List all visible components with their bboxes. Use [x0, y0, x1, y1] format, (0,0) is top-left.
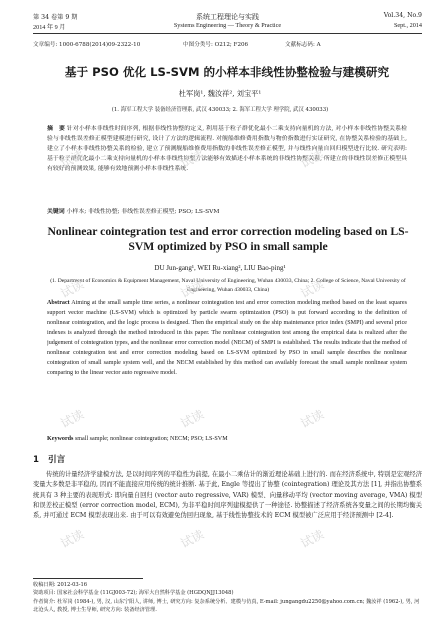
watermark: 试读 [298, 277, 327, 301]
footnotes [33, 581, 422, 619]
abstract-cn-text: 针对小样本非线性时间序列, 根据非线性协整的定义, 利用基于粒子群优化最小二乘支持向量机的方法, 对小样本非线性协整关系检验与非线性误差修正模型建模进行研究, 设计了方法的逻辑流程. 对舰船维修费用指数与物价指数进行实证研究, 在协整关系检验的基础上, 建立了小样本非线性协整关系的检验, 建立了预测舰船维修费用指数的非线性误差修正模型, 并与线性向量自回归模型进行比较. 研究表明: 基于粒子群优化最小二乘支持向量机的小样本非线性协整方法能够有效描述小样本系统的非线性协整关系, 所建立的非线性误差修正模型具有较好的预测效果, 能够有效地预测小样本非线性系统. [47, 126, 407, 172]
keywords-en-text: small sample; nonlinear cointegration; NECM; PSO; LS-SVM [74, 436, 228, 442]
clc-number: 中图分类号: O212; F206 [183, 42, 249, 48]
footnote-author-bio: 作者简介: 杜军岗 (1984-), 男, 汉, 山东宁阳人, 讲师, 博士, 研究方向: 复杂系统分析、建模与仿真, E-mail: jungangdu2250@yahoo.com.cn; 魏汝祥 (1962-), 男, 河北沧头人, 教授, 博士生导师, 研究方向: 装备经济管理. [33, 598, 420, 614]
header-rule [33, 33, 422, 34]
watermark: 试读 [298, 527, 327, 551]
keywords-cn-text: 小样本; 非线性协整; 非线性误差修正模型; PSO; LS-SVM [66, 209, 220, 215]
authors-en: DU Jun-gang¹, WEI Ru-xiang², LIU Bao-ping¹ [154, 264, 286, 272]
volume-en: Vol.34, No.9 [383, 12, 422, 19]
watermark: 试读 [58, 527, 87, 551]
keywords-en-label: Keywords [47, 436, 74, 442]
abstract-en-label: Abstract [47, 300, 70, 306]
watermark: 试读 [298, 407, 327, 431]
section-number: 1 [33, 455, 39, 465]
date-cn: 2014 年 9 月 [33, 24, 66, 31]
section-heading [33, 453, 65, 465]
keywords-en [47, 436, 407, 442]
running-header-bottom [33, 22, 422, 31]
keywords-cn-label: 关键词 [47, 209, 65, 215]
abstract-cn-label: 摘 要 [47, 126, 65, 132]
article-meta [33, 40, 422, 50]
watermark: 试读 [178, 407, 207, 431]
footnote-funding: 资助项目: 国家社会科学基金 (11GJ003-72); 海军大自然科学基金 (HGDQNJJ13048) [33, 590, 234, 597]
watermark: 试读 [58, 147, 87, 171]
affiliation-cn: (1. 海军工程大学 装备经济管理系, 武汉 430033; 2. 海军工程大学 理学院, 武汉 430033) [111, 107, 329, 113]
affiliation-en: (1. Department of Economics & Equipment Management, Naval University of Engineering, Wuhan 430033, China; 2. College of Science, Naval University of Engineering, Wuhan 430033, China) [50, 278, 406, 293]
journal-title-en: Systems Engineering — Theory & Practice [173, 22, 282, 29]
running-header-top [33, 12, 422, 21]
watermark: 试读 [178, 277, 207, 301]
footnote-rule [33, 578, 143, 579]
watermark: 试读 [58, 407, 87, 431]
watermark: 试读 [58, 277, 87, 301]
watermark: 试读 [298, 147, 327, 171]
body-text: 传统的计量经济学建模方法, 是以时间序列的平稳性为前提, 在最小二乘估计的渐近理论基础上进行的. 而在经济系统中, 特别是宏观经济变量大多数是非平稳的, 因而不能直接应用传统的统计推断. 基于此, Engle 等提出了协整 (cointegration) 理论及其方法 [1], 并指出协整系统具有 3 种主要的表现形式: 即向量自回归 (vector auto regressive, VAR) 模型、向量移动平均 (vector moving average, VMA) 模型和误差校正模型 (error correction model, ECM), 为非平稳时间序列建模提供了一种途径. 协整描述了经济系统各变量之间的长期均衡关系, 并可通过 ECM 模型表现出来. 由于可以有效避免伪回归现象, 基于线性协整技术的 ECM 模型被广泛应用于经济预测中 [2-4]. [33, 471, 422, 520]
keywords-cn [47, 206, 407, 215]
document-code: 文献标志码: A [285, 42, 321, 48]
article-number: 文章编号: 1000-6788(2014)09-2322-10 [33, 42, 141, 48]
watermark: 试读 [178, 147, 207, 171]
watermark: 试读 [178, 527, 207, 551]
title-cn: 基于 PSO 优化 LS-SVM 的小样本非线性协整检验与建模研究 [64, 65, 390, 79]
abstract-en-text: Aiming at the small sample time series, a nonlinear cointegration test and error correction modeling method based on the least squares support vector machine (LS-SVM) which is optimized by particle swarm optimization (PSO) is put forward according to the definition of nonlinear cointegration, and the logic process is designed. Then the empirical study on the ship maintenance price index (SMPI) and several price indexes is analyzed through the method introduced in this paper. The nonlinear cointegration test among the empirical data is realized after the judgement of cointegration types, and the nonlinear error correction model (NECM) of SMPI is established. The results indicate that the method of nonlinear cointegration test and error correction modeling based on LS-SVM optimized by PSO in small sample describes the nonlinear cointegration of small sample system well, and the NECM established by this method can availably forecast the small sample nonlinear system comparing to the linear vector auto regressive model. [47, 300, 407, 376]
section-title: 引言 [47, 455, 66, 465]
date-en: Sept., 2014 [393, 22, 422, 29]
abstract-cn [47, 125, 407, 207]
journal-title-cn: 系统工程理论与实践 [196, 13, 259, 21]
title-en: Nonlinear cointegration test and error correction modeling based on LS-SVM optimized by PSO in small sample [47, 225, 409, 253]
authors-cn: 杜军岗¹, 魏汝祥², 刘宝平¹ [178, 89, 262, 98]
abstract-en [47, 298, 407, 435]
volume-cn: 第 34 卷第 9 期 [33, 14, 78, 21]
footnote-received: 收稿日期: 2012-03-16 [33, 582, 88, 588]
